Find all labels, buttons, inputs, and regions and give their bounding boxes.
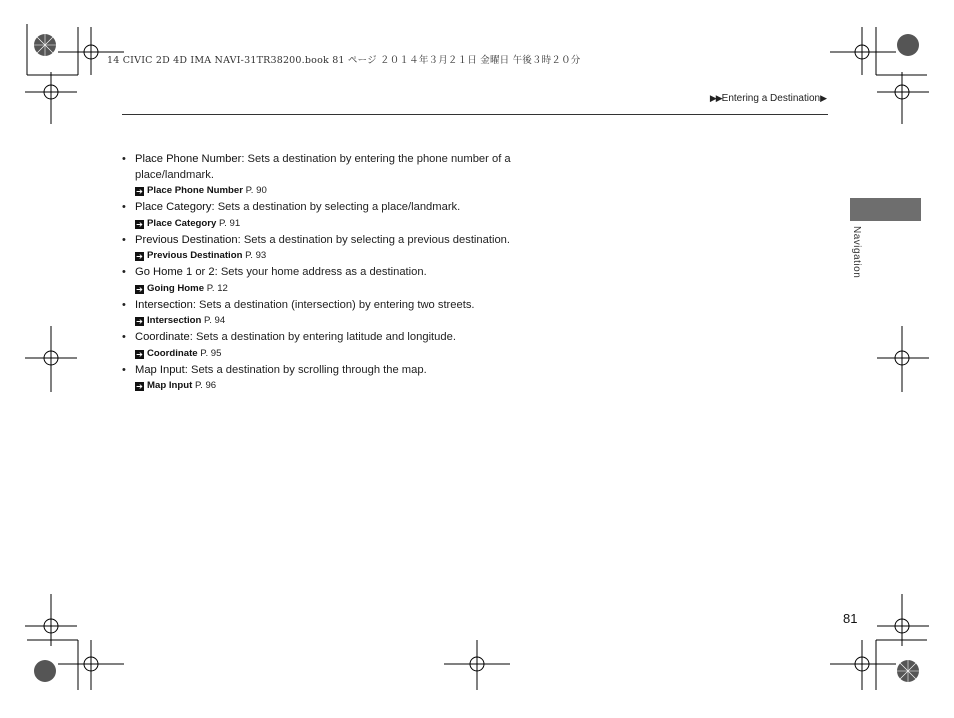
list-item-place-category [122,200,562,216]
reference-page: P. 12 [204,282,228,294]
header-rule [122,114,828,115]
print-header: 14 CIVIC 2D 4D IMA NAVI-31TR38200.book 81 ページ ２０１４年３月２１日 金曜日 午後３時２０分 [107,55,581,66]
list-item-map-input [122,363,562,379]
reference-page: P. 90 [242,185,267,196]
list-item-place-phone-number [122,152,562,183]
item-term: Intersection [135,298,193,311]
item-text: : Sets a destination by scrolling through the map. [184,363,427,376]
reference-link[interactable]: Previous Destination [147,250,243,261]
item-text: : Sets a destination by selecting a place/landmark. [211,201,461,213]
bullet-icon: • [122,331,126,343]
list-item-go-home [122,265,562,281]
item-connector: or [192,266,209,278]
reference-page: P. 95 [197,347,222,359]
reference-page: P. 93 [242,250,267,261]
breadcrumb-arrows-icon: ▶▶ [709,93,722,103]
list-item-previous-destination [122,233,562,249]
reference-arrow-icon: ➔ [136,284,143,294]
reference-arrow-icon: ➔ [136,317,143,326]
reference-arrow-icon: ➔ [136,349,143,359]
bullet-icon: • [122,298,126,311]
cross-reference[interactable] [122,183,562,198]
item-text: : Sets a destination (intersection) by entering two streets. [192,298,475,311]
reference-page: P. 96 [192,380,217,391]
bullet-icon: • [122,363,126,376]
reference-link[interactable]: Map Input [147,380,193,391]
breadcrumb-title: Entering a Destination [721,93,821,104]
section-tab [850,198,921,221]
item-term: Coordinate [135,331,190,343]
item-term-alt: 2 [208,266,215,278]
item-term: Place Phone Number [135,153,242,165]
reference-arrow-icon: ➔ [136,219,143,229]
cross-reference[interactable] [122,313,562,328]
item-text: : Sets a destination by entering the phone number of a place/landmark. [135,153,511,181]
reference-link[interactable]: Place Category [147,217,217,229]
reference-link[interactable]: Place Phone Number [147,185,243,196]
bullet-icon: • [122,201,126,213]
cross-reference[interactable] [122,216,562,231]
cross-reference[interactable] [122,378,562,393]
reference-page: P. 91 [216,217,241,229]
reference-arrow-icon: ➔ [136,187,143,196]
bullet-icon: • [122,153,126,165]
cross-reference[interactable] [122,346,562,361]
item-term: Previous Destination [135,233,238,246]
item-text: : Sets a destination by selecting a previous destination. [237,233,511,246]
reference-link[interactable]: Going Home [147,282,205,294]
list-item-intersection [122,298,562,314]
item-term: Go Home 1 [135,266,193,278]
reference-page: P. 94 [201,315,226,326]
bullet-icon: • [122,233,126,246]
destination-methods-list [122,152,562,395]
cross-reference[interactable] [122,248,562,263]
item-term: Place Category [135,201,212,213]
page-number: 81 [843,611,858,626]
reference-link[interactable]: Coordinate [147,347,198,359]
item-text: : Sets a destination by entering latitude and longitude. [189,331,456,343]
item-term: Map Input [135,363,185,376]
reference-arrow-icon: ➔ [136,252,143,261]
item-text: : Sets your home address as a destination. [214,266,427,278]
breadcrumb [710,93,826,104]
reference-arrow-icon: ➔ [136,382,143,391]
reference-link[interactable]: Intersection [147,315,202,326]
list-item-coordinate [122,330,562,346]
cross-reference[interactable] [122,281,562,296]
bullet-icon: • [122,266,126,278]
section-label: Navigation [851,226,862,279]
breadcrumb-arrow-icon: ▶ [820,93,826,103]
